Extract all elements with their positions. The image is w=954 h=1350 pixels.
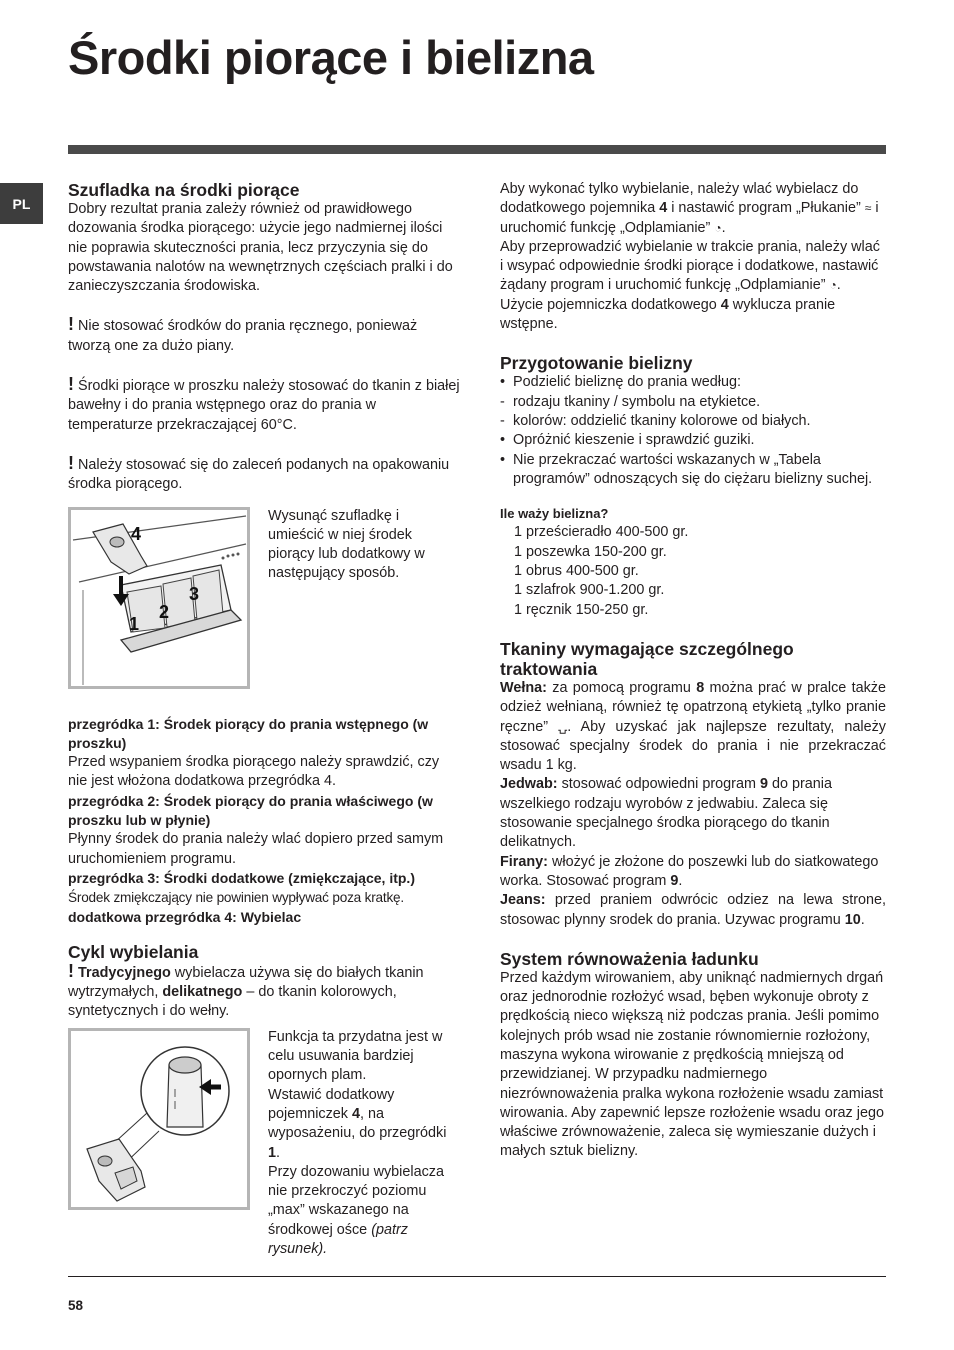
list-item: - kolorów: oddzielić tkaniny kolorowe od białych. (500, 412, 886, 431)
drawer-intro: Dobry rezultat prania zależy również od prawidłowego dozowania środka piorącego: użycie jego nadmiernej ilości nie poprawia skuteczności prania, lecz przyczynia się do powstawania nalotów na wewnętrznych częściach pralki i do zanieczyszczania środowiska. (68, 201, 453, 295)
compartment-1-text: Przed wsypaniem środka piorącego należy sprawdzić, czy nie jest włożona dodatkowa przegródka 4. (68, 754, 440, 790)
list-item: 1 obrus 400-500 gr. (514, 563, 639, 580)
warning-mark: ! (68, 452, 74, 473)
right-column (500, 180, 886, 1162)
list-item: • Opróżnić kieszenie i sprawdzić guziki. (500, 431, 886, 450)
bleach-intro: ! Tradycyjnego wybielacza używa się do białych tkanin wytrzymałych, delikatnego – do tkanin kolorowych, syntetycznych i do wełny. (68, 960, 424, 1020)
compartment-2-text: Płynny środek do prania należy wlać dopiero przed samym uruchomieniem programu. (68, 831, 444, 867)
title-divider (68, 145, 886, 154)
warning-1: ! Nie stosować środków do prania ręcznego, ponieważ tworzą one za dużo piany. (68, 314, 418, 354)
warning-mark: ! (68, 374, 74, 395)
hand-wash-icon: ⍽ (558, 719, 568, 734)
weights-list (500, 523, 886, 619)
wool-paragraph: Wełna: za pomocą programu 8 można prać w pralce także odzież wełnianą, również tę opatrzoną etykietą „tylko pranie ręczne” ⍽. Aby uzyskać jak najlepsze rezultaty, należy stosować specjalny środek do prania i nie przekraczać wsadu 1 kg. (500, 679, 886, 774)
compartment-3-title: przegródka 3: Środki dodatkowe (zmiękczające, itp.) (68, 869, 415, 886)
curtains-paragraph: Firany: włożyć je złożone do poszewki lub do siatkowatego worka. Stosować program 9. (500, 853, 879, 889)
compartment-2-title: przegródka 2: Środek piorący do prania właściwego (w proszku lub w płynie) (68, 792, 433, 829)
bleach-usage: Funkcja ta przydatna jest w celu usuwania bardziej opornych plam. (268, 1028, 443, 1084)
balance-paragraph: Przed każdym wirowaniem, aby uniknąć nadmiernych drgań oraz jednorodnie rozłożyć wsad, bęben wykonuje obroty z prędkością nieco większą niż podczas prania. Jeśli pomimo kolejnych prób wsad nie zostanie równomiernie rozłożony, maszyna wykona wirowanie z prędkością mniejszą od przewidzianej. W przypadku nadmiernego niezrównoważenia pralka wykona rozłożenie wsadu zamiast wirowania. Aby zapewnić lepsze rozłożenie wsadu oraz jego właściwe zrównoważenie, zaleca się wymieszanie dużych i małych sztuk bielizny. (500, 969, 884, 1160)
warning-3: ! Należy stosować się do zaleceń podanych na opakowaniu środka piorącego. (68, 452, 450, 493)
label-3: 3 (189, 583, 200, 604)
bleach-figure-text (268, 1028, 452, 1260)
warning-mark: ! (68, 314, 74, 335)
bleach-figure-row (68, 1028, 460, 1260)
list-item: - rodzaju tkaniny / symbolu na etykietce. (500, 393, 886, 412)
bleach-cup-diagram (71, 1031, 247, 1207)
bleach-only-paragraph: Aby wykonać tylko wybielanie, należy wlać wybielacz do dodatkowego pojemnika 4 i nastawić program „Płukanie” ≈ i uruchomić funkcję „Odplamianie” ◔. (500, 180, 886, 238)
container-note: Użycie pojemniczka dodatkowego 4 wyklucza pranie wstępne. (500, 296, 836, 333)
balance-heading: System równoważenia ładunku (500, 948, 759, 969)
footer-divider (68, 1276, 886, 1277)
silk-paragraph: Jedwab: stosować odpowiedni program 9 do prania wszelkiego rodzaju wyrobów z jedwabiu. Zaleca się stosowanie specjalnego środka piorącego do tkanin delikatnych. (500, 776, 832, 851)
compartment-4-title: dodatkowa przegródka 4: Wybielac (68, 908, 302, 925)
drawer-figure-row (68, 507, 460, 689)
bleach-max-note: Przy dozowaniu wybielacza nie przekroczyć poziomu „max” wskazanego na środkowej ośce (patrz rysunek). (268, 1163, 444, 1257)
drawer-diagram (71, 510, 247, 686)
drawer-illustration (68, 507, 250, 689)
warning-mark: ! (68, 960, 74, 981)
stain-removal-icon: ◔ (714, 220, 722, 235)
page-number: 58 (68, 1298, 84, 1313)
left-column (68, 180, 460, 1259)
rinse-icon: ≈ (864, 201, 872, 216)
list-item: 1 prześcieradło 400-500 gr. (514, 524, 689, 541)
label-1: 1 (129, 613, 140, 634)
prep-list (500, 373, 886, 489)
jeans-paragraph: Jeans: przed praniem odwrócic odziez na lewa strone, stosowac plynny srodek do prania. Uzywac programu 10. (500, 892, 886, 928)
special-fabrics-heading: Tkaniny wymagające szczególnego traktowania (500, 638, 794, 679)
list-item: 1 szlafrok 900-1.200 gr. (514, 582, 665, 599)
stain-removal-icon: ◔ (829, 278, 837, 293)
drawer-figure-caption: Wysunąć szufladkę i umieścić w niej środek piorący lub dodatkowy w następujący sposób. (268, 507, 425, 582)
list-item: • Nie przekraczać wartości wskazanych w „Tabela programów” odnoszących się do ciężaru bielizny suchej. (500, 451, 886, 490)
list-item: • Podzielić bieliznę do prania według: (500, 373, 886, 392)
compartment-1-title: przegródka 1: Środek piorący do prania wstępnego (w proszku) (68, 715, 429, 751)
bleach-insert: Wstawić dodatkowy pojemniczek 4, na wyposażeniu, do przegródki 1. (268, 1086, 447, 1161)
label-2: 2 (159, 601, 170, 622)
bleach-during-paragraph: Aby przeprowadzić wybielanie w trakcie prania, należy wlać i wsypać odpowiednie środki piorące i dodatkowe, nastawić żądany program i uruchomić funkcję „Odplamianie” ◔. (500, 238, 886, 296)
list-item: 1 ręcznik 150-250 gr. (514, 601, 649, 618)
label-4: 4 (131, 523, 142, 544)
prep-heading: Przygotowanie bielizny (500, 353, 693, 374)
language-tab: PL (0, 183, 43, 224)
list-item: 1 poszewka 150-200 gr. (514, 543, 667, 560)
weights-heading: Ile waży bielizna? (500, 506, 609, 522)
bleach-heading: Cykl wybielania (68, 941, 199, 962)
warning-2: ! Środki piorące w proszku należy stosować do tkanin z białej bawełny i do prania wstępnego oraz do prania w temperaturze przekraczającej 60°C. (68, 374, 460, 433)
drawer-heading: Szufladka na środki piorące (68, 180, 300, 200)
bleach-cup-illustration (68, 1028, 250, 1210)
compartment-3-text: Środek zmiękczający nie powinien wypływać poza kratkę. (68, 890, 404, 906)
page-title: Środki piorące i bielizna (68, 31, 594, 84)
